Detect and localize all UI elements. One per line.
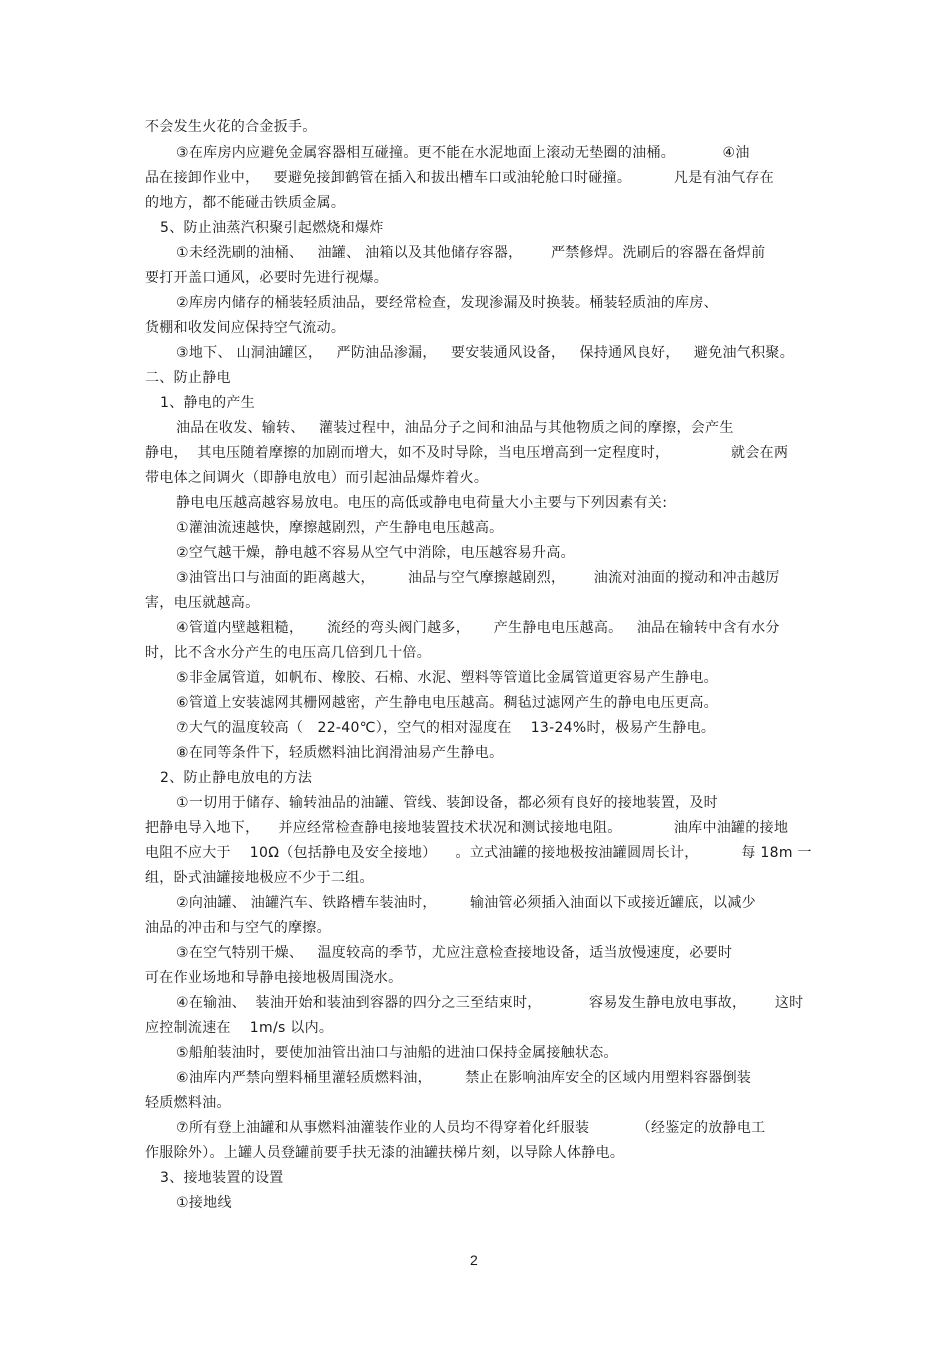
- text-line: 要打开盖口通风，必要时先进行视爆。: [145, 270, 389, 286]
- text-line: 油品的冲击和与空气的摩擦。: [145, 920, 331, 936]
- text-line: ⑦大气的温度较高（ 22-40℃），空气的相对湿度在 13-24%时，极易产生静电。: [176, 720, 716, 736]
- text-line: 把静电导入地下， 并应经常检查静电接地装置技术状况和测试接地电阻。 油库中油罐的接地: [145, 820, 789, 836]
- text-line: 静电， 其电压随着摩擦的加剧而增大，如不及时导除，当电压增高到一定程度时， 就会在两: [145, 445, 789, 461]
- section-heading: 2、防止静电放电的方法: [160, 770, 313, 786]
- section-heading: 1、静电的产生: [160, 395, 256, 411]
- text-line: 油品在收发、输转、 灌装过程中，油品分子之间和油品与其他物质之间的摩擦，会产生: [176, 420, 734, 436]
- text-line: 的地方，都不能碰击铁质金属。: [145, 195, 346, 211]
- text-line: 轻质燃料油。: [145, 1095, 231, 1111]
- text-line: 电阻不应大于 10Ω（包括静电及安全接地） 。立式油罐的接地极按油罐圆周长计， 每 18m 一: [145, 845, 812, 861]
- text-line: ①一切用于储存、输转油品的油罐、管线、装卸设备，都必须有良好的接地装置，及时: [176, 795, 718, 811]
- text-line: ⑤船舶装油时，要使加油管出油口与油船的进油口保持金属接触状态。: [176, 1045, 618, 1061]
- text-line: 货棚和收发间应保持空气流动。: [145, 320, 346, 336]
- text-line: ④管道内壁越粗糙， 流经的弯头阀门越多， 产生静电电压越高。 油品在输转中含有水分: [176, 620, 780, 636]
- text-line: 带电体之间调火（即静电放电）而引起油品爆炸着火。: [145, 470, 489, 486]
- text-line: ②空气越干燥，静电越不容易从空气中消除，电压越容易升高。: [176, 545, 575, 561]
- text-line: 品在接卸作业中， 要避免接卸鹤管在插入和拔出槽车口或油轮舱口时碰撞。 凡是有油气存在: [145, 170, 774, 186]
- text-line: 组，卧式油罐接地极应不少于二组。: [145, 870, 374, 886]
- text-line: ④在输油、 装油开始和装油到容器的四分之三至结束时， 容易发生静电放电事故， 这时: [176, 995, 804, 1011]
- text-line: 静电电压越高越容易放电。电压的高低或静电电荷量大小主要与下列因素有关:: [176, 495, 668, 511]
- text-line: ⑥油库内严禁向塑料桶里灌轻质燃料油， 禁止在影响油库安全的区域内用塑料容器倒装: [176, 1070, 752, 1086]
- text-line: ②向油罐、 油罐汽车、铁路槽车装油时， 输油管必须插入油面以下或接近罐底，以减少: [176, 895, 756, 911]
- text-line: ③地下、 山洞油罐区， 严防油品渗漏， 要安装通风设备， 保持通风良好， 避免油气积聚。: [176, 345, 795, 361]
- text-line: 可在作业场地和导静电接地极周围浇水。: [145, 970, 403, 986]
- text-line: ⑤非金属管道，如帆布、橡胶、石棉、水泥、塑料等管道比金属管道更容易产生静电。: [176, 670, 718, 686]
- text-line: ①未经洗刷的油桶、 油罐、 油箱以及其他储存容器， 严禁修焊。洗刷后的容器在备焊前: [176, 245, 766, 261]
- text-line: ②库房内储存的桶装轻质油品，要经常检查，发现渗漏及时换装。桶装轻质油的库房、: [176, 295, 718, 311]
- text-line: ③油管出口与油面的距离越大， 油品与空气摩擦越剧烈， 油流对油面的搅动和冲击越厉: [176, 570, 780, 586]
- text-line: ③在库房内应避免金属容器相互碰撞。更不能在水泥地面上滚动无垫圈的油桶。 ④油: [176, 145, 750, 161]
- text-line: ③在空气特别干燥、 温度较高的季节，尤应注意检查接地设备，适当放慢速度，必要时: [176, 945, 733, 961]
- section-heading: 5、防止油蒸汽积聚引起燃烧和爆炸: [160, 220, 384, 236]
- chapter-heading: 二、防止静电: [145, 370, 231, 386]
- text-line: ⑧在同等条件下，轻质燃料油比润滑油易产生静电。: [176, 745, 504, 761]
- page-number: 2: [470, 1252, 478, 1268]
- text-line: ①灌油流速越快，摩擦越剧烈，产生静电电压越高。: [176, 520, 504, 536]
- text-line: ⑥管道上安装滤网其栅网越密，产生静电电压越高。稠毡过滤网产生的静电电压更高。: [176, 695, 718, 711]
- section-heading: 3、接地装置的设置: [160, 1170, 284, 1186]
- text-line: ⑦所有登上油罐和从事燃料油灌装作业的人员均不得穿着化纤服装 （经鉴定的放静电工: [176, 1120, 766, 1136]
- text-line: 时，比不含水分产生的电压高几倍到几十倍。: [145, 645, 431, 661]
- text-line: 作服除外）。上罐人员登罐前要手扶无漆的油罐扶梯片刻，以导除人体静电。: [145, 1145, 625, 1161]
- text-line: 害，电压就越高。: [145, 595, 260, 611]
- text-line: 不会发生火花的合金扳手。: [145, 119, 317, 135]
- text-line: ①接地线: [176, 1195, 232, 1211]
- text-line: 应控制流速在 1m/s 以内。: [145, 1020, 334, 1036]
